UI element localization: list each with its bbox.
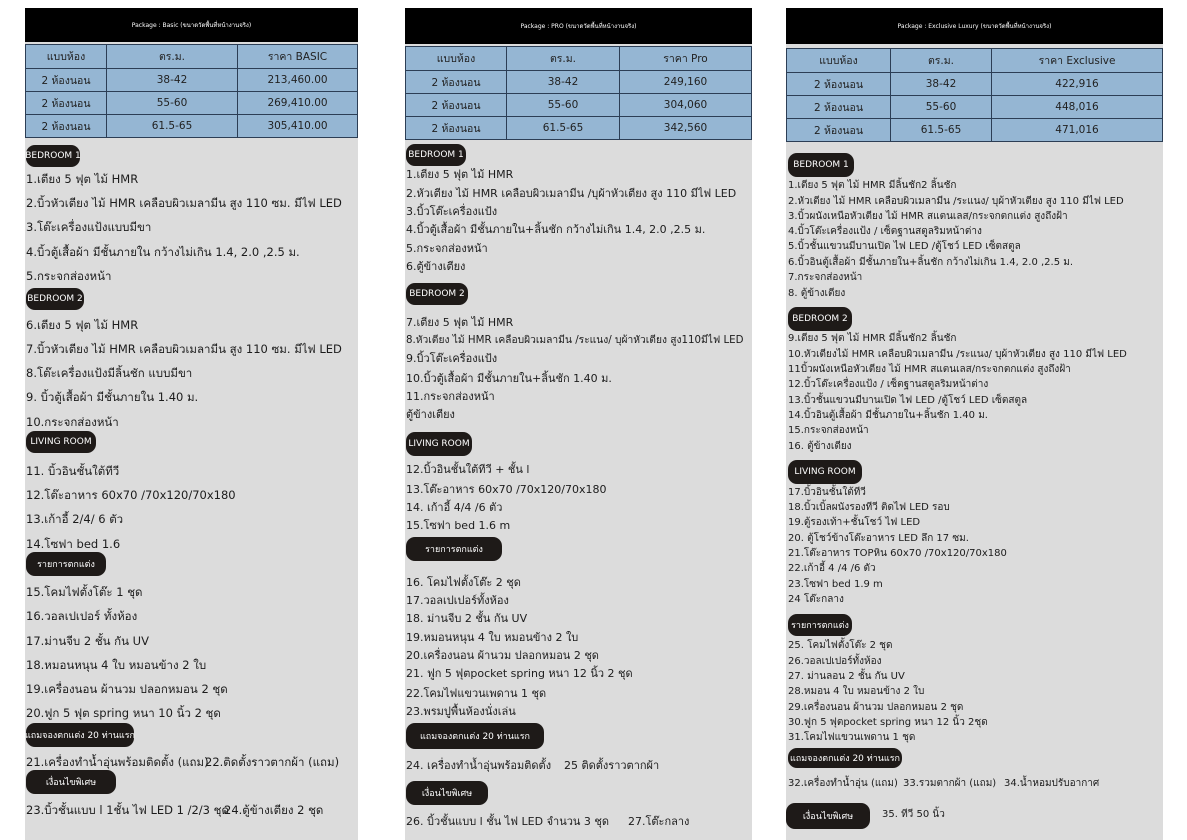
table-row [787,119,1163,142]
list-item: 18.บิ้วเบิ้ลผนังรองทีวี ติดไฟ LED รอบ [788,502,950,513]
package-basic-panel [25,8,358,840]
section-label-bedroom-2: BEDROOM 2 [406,283,468,305]
list-item: 23.พรมปูพื้นห้องนั่งเล่น [406,705,516,718]
table-cell: 249,160 [620,71,752,94]
section-label-bonus: แถมจองตกแต่ง 20 ท่านแรก [788,748,902,768]
table-cell: 213,460.00 [238,69,358,92]
table-header-price: ราคา Pro [620,47,752,71]
list-item: 23.โซฟา bed 1.9 m [788,579,883,590]
table-header-room-type: แบบห้อง [787,49,891,73]
table-cell: 2 ห้องนอน [406,117,507,140]
list-item: 29.เครื่องนอน ผ้านวม ปลอกหมอน 2 ชุด [788,702,964,713]
list-item: 8.โต๊ะเครื่องแป้งมีลิ้นชัก แบบมีขา [26,366,193,380]
list-item: 16. โคมไฟตั้งโต๊ะ 2 ชุด [406,576,521,589]
list-item: 16.วอลเปเปอร์ ทั้งห้อง [26,609,138,623]
table-header-room-type: แบบห้อง [26,45,107,69]
list-item: 34.น้ำหอมปรับอากาศ [1004,778,1100,789]
list-item: 10.หัวเตียงไม้ HMR เคลือบผิวเมลามีน /ระแนง/ บุผ้าหัวเตียง สูง 110 มีไฟ LED [788,349,1127,360]
list-item: 26.วอลเปเปอร์ทั้งห้อง [788,656,882,667]
package-title: Package : PRO (ขนาดวัดพื้นที่หน้างานจริง) [405,8,752,44]
list-item: 9. บิ้วตู้เสื้อผ้า มีชั้นภายใน 1.40 ม. [26,390,199,404]
table-cell: 448,016 [992,96,1163,119]
table-header-area: ตร.ม. [107,45,238,69]
list-item: 6.ตู้ข้างเตียง [406,260,466,273]
list-item: 2.บิ้วหัวเตียง ไม้ HMR เคลือบผิวเมลามีน สูง 110 ซม. มีไฟ LED [26,196,342,210]
table-cell: 55-60 [891,96,992,119]
list-item: 11.กระจกส่องหน้า [406,390,495,403]
list-item: 19.หมอนหนุน 4 ใบ หมอนข้าง 2 ใบ [406,631,579,644]
section-label-decoration: รายการตกแต่ง [406,537,502,561]
table-row [406,71,752,94]
list-item: 27. ม่านลอน 2 ชั้น กัน UV [788,671,905,682]
table-header-area: ตร.ม. [891,49,992,73]
package-pro-panel [405,8,752,840]
section-label-special: เงื่อนไขพิเศษ [786,803,870,829]
list-item: 14. เก้าอี้ 4/4 /6 ตัว [406,501,503,514]
list-item: 22.เก้าอี้ 4 /4 /6 ตัว [788,563,876,574]
list-item: 7.กระจกส่องหน้า [788,272,863,283]
list-item: 25 ติดตั้งราวตากผ้า [564,759,660,772]
list-item: 31.โคมไฟแขวนเพดาน 1 ชุด [788,732,916,743]
table-cell: 471,016 [992,119,1163,142]
list-item: 25. โคมไฟตั้งโต๊ะ 2 ชุด [788,640,893,651]
table-cell: 2 ห้องนอน [406,71,507,94]
list-item: 18.หมอนหนุน 4 ใบ หมอนข้าง 2 ใบ [26,658,207,672]
table-cell: 55-60 [507,94,620,117]
list-item: 21.โต๊ะอาหาร TOPหิน 60x70 /70x120/70x180 [788,548,1007,559]
list-item: 10.กระจกส่องหน้า [26,415,119,429]
list-item: 15.โคมไฟตั้งโต๊ะ 1 ชุด [26,585,143,599]
table-cell: 38-42 [891,73,992,96]
list-item: 14.บิ้วอินตู้เสื้อผ้า มีชั้นภายใน+ลิ้นชัก 1.40 ม. [788,410,988,421]
list-item: 24. เครื่องทำน้ำอุ่นพร้อมติดตั้ง [406,759,552,772]
list-item: 3.บิ้วโต๊ะเครื่องแป้ง [406,205,498,218]
list-item: 9.เตียง 5 ฟุต ไม้ HMR มีลิ้นชัก2 ลิ้นชัก [788,333,957,344]
table-cell: 2 ห้องนอน [406,94,507,117]
list-item: 17.วอลเปเปอร์ทั้งห้อง [406,594,509,607]
price-table [25,44,358,138]
list-item: 4.บิ้วโต๊ะเครื่องแป้ง / เซ็ตฐานสตูลริมหน้าต่าง [788,226,982,237]
section-label-bedroom-2: BEDROOM 2 [788,307,852,331]
table-row [26,69,358,92]
list-item: 2.หัวเตียง ไม้ HMR เคลือบผิวเมลามีน /ระแนง/ บุผ้าหัวเตียง สูง 110 มีไฟ LED [788,196,1124,207]
section-label-bedroom-2: BEDROOM 2 [26,288,84,310]
list-item: 17.บิ้วอินชั้นใต้ทีวี [788,487,866,498]
package-title: Package : Basic (ขนาดวัดพื้นที่หน้างานจริง) [25,8,358,42]
list-item: 21. ฟูก 5 ฟุตpocket spring หนา 12 นิ้ว 2 ชุด [406,667,633,680]
list-item: ตู้ข้างเตียง [406,408,455,421]
table-cell: 269,410.00 [238,92,358,115]
list-item: 11บิ้วผนังเหนือหัวเตียง ไม้ HMR สแตนเลส/กระจกตกแต่ง สูงถึงฝ้า [788,364,1071,375]
list-item: 27.โต๊ะกลาง [628,815,690,828]
table-header-room-type: แบบห้อง [406,47,507,71]
table-cell: 2 ห้องนอน [26,69,107,92]
list-item: 11. บิ้วอินชั้นใต้ทีวี [26,464,120,478]
table-cell: 38-42 [107,69,238,92]
list-item: 8. ตู้ข้างเตียง [788,288,846,299]
list-item: 1.เตียง 5 ฟุต ไม้ HMR มีลิ้นชัก2 ลิ้นชัก [788,180,957,191]
list-item: 12.บิ้วโต๊ะเครื่องแป้ง / เซ็ตฐานสตูลริมหน้าต่าง [788,379,989,390]
section-label-bedroom-1: BEDROOM 1 [406,144,466,166]
list-item: 15.โซฟา bed 1.6 m [406,519,511,532]
table-cell: 422,916 [992,73,1163,96]
package-exclusive-panel [786,8,1163,840]
price-table [405,46,752,140]
table-row [26,115,358,138]
table-row [26,92,358,115]
section-label-special: เงื่อนไขพิเศษ [26,770,116,794]
list-item: 19.ตู้รองเท้า+ชั้นโชว์ ไฟ LED [788,517,921,528]
section-label-bedroom-1: BEDROOM 1 [788,153,854,177]
section-label-bonus: แถมจองตกแต่ง 20 ท่านแรก [26,723,134,747]
list-item: 28.หมอน 4 ใบ หมอนข้าง 2 ใบ [788,686,925,697]
list-item: 6.บิ้วอินตู้เสื้อผ้า มีชั้นภายใน+ลิ้นชัก กว้างไม่เกิน 1.4, 2.0 ,2.5 ม. [788,257,1074,268]
list-item: 13.บิ้วชั้นแขวนมีบานเปิด ไฟ LED /ตู้โชว์ LED เซ็ตสตูล [788,395,1028,406]
list-item: 21.เครื่องทำน้ำอุ่นพร้อมติดตั้ง (แถม) [26,755,209,769]
list-item: 3.โต๊ะเครื่องแป้งแบบมีขา [26,220,152,234]
list-item: 10.บิ้วตู้เสื้อผ้า มีชั้นภายใน+ลิ้นชัก 1.40 ม. [406,372,612,385]
list-item: 20.ฟูก 5 ฟุต spring หนา 10 นิ้ว 2 ชุด [26,706,221,720]
list-item: 18. ม่านจีบ 2 ชั้น กัน UV [406,612,528,625]
list-item: 13.โต๊ะอาหาร 60x70 /70x120/70x180 [406,483,607,496]
table-cell: 61.5-65 [507,117,620,140]
table-cell: 2 ห้องนอน [787,73,891,96]
list-item: 22.ติดตั้งราวตากผ้า (แถม) [205,755,340,769]
table-header-area: ตร.ม. [507,47,620,71]
section-label-bedroom-1: BEDROOM 1 [26,145,80,167]
list-item: 14.โซฟา bed 1.6 [26,537,121,551]
table-cell: 38-42 [507,71,620,94]
table-row [787,96,1163,119]
list-item: 17.ม่านจีบ 2 ชั้น กัน UV [26,634,149,648]
list-item: 3.บิ้วผนังเหนือหัวเตียง ไม้ HMR สแตนเลส/กระจกตกแต่ง สูงถึงฝ้า [788,211,1068,222]
table-cell: 304,060 [620,94,752,117]
list-item: 5.กระจกส่องหน้า [406,242,488,255]
list-item: 32.เครื่องทำน้ำอุ่น (แถม) [788,778,898,789]
table-cell: 61.5-65 [107,115,238,138]
list-item: 9.บิ้วโต๊ะเครื่องแป้ง [406,352,498,365]
price-table [786,48,1163,142]
table-row [406,117,752,140]
list-item: 4.บิ้วตู้เสื้อผ้า มีชั้นภายใน กว้างไม่เกิน 1.4, 2.0 ,2.5 ม. [26,245,300,259]
list-item: 4.บิ้วตู้เสื้อผ้า มีชั้นภายใน+ลิ้นชัก กว้างไม่เกิน 1.4, 2.0 ,2.5 ม. [406,223,706,236]
list-item: 22.โคมไฟแขวนเพดาน 1 ชุด [406,687,547,700]
list-item: 24.ตู้ข้างเตียง 2 ชุด [224,803,324,817]
section-label-living-room: LIVING ROOM [26,431,96,453]
section-label-decoration: รายการตกแต่ง [788,614,852,636]
section-label-decoration: รายการตกแต่ง [26,552,106,576]
list-item: 19.เครื่องนอน ผ้านวม ปลอกหมอน 2 ชุด [26,682,228,696]
table-cell: 2 ห้องนอน [26,92,107,115]
section-label-special: เงื่อนไขพิเศษ [406,781,488,805]
list-item: 23.บิ้วชั้นแบบ l 1ชั้น ไฟ LED 1 /2/3 ชุด [26,803,229,817]
list-item: 7.บิ้วหัวเตียง ไม้ HMR เคลือบผิวเมลามีน สูง 110 ซม. มีไฟ LED [26,342,342,356]
list-item: 1.เตียง 5 ฟุต ไม้ HMR [406,168,514,181]
list-item: 16. ตู้ข้างเตียง [788,441,852,452]
list-item: 8.หัวเตียง ไม้ HMR เคลือบผิวเมลามีน /ระแนง/ บุผ้าหัวเตียง สูง110มีไฟ LED [406,334,744,346]
package-title: Package : Exclusive Luxury (ขนาดวัดพื้นที่หน้างานจริง) [786,8,1163,44]
table-cell: 2 ห้องนอน [26,115,107,138]
table-cell: 61.5-65 [891,119,992,142]
list-item: 5.บิ้วชั้นแขวนมีบานเปิด ไฟ LED /ตู้โชว์ LED เซ็ตสตูล [788,241,1021,252]
list-item: 33.รวมตากผ้า (แถม) [903,778,997,789]
list-item: 2.หัวเตียง ไม้ HMR เคลือบผิวเมลามีน /บุผ้าหัวเตียง สูง 110 มีไฟ LED [406,187,737,200]
list-item: 13.เก้าอี้ 2/4/ 6 ตัว [26,512,124,526]
list-item: 30.ฟูก 5 ฟุตpocket spring หนา 12 นิ้ว 2ชุด [788,717,988,728]
table-cell: 2 ห้องนอน [787,119,891,142]
list-item: 35. ทีวี 50 นิ้ว [882,809,945,820]
list-item: 26. บิ้วชั้นแบบ l ชั้น ไฟ LED จำนวน 3 ชุด [406,815,610,828]
table-cell: 55-60 [107,92,238,115]
table-header-price: ราคา BASIC [238,45,358,69]
table-cell: 2 ห้องนอน [787,96,891,119]
list-item: 24 โต๊ะกลาง [788,594,844,605]
table-header-price: ราคา Exclusive [992,49,1163,73]
list-item: 7.เตียง 5 ฟุต ไม้ HMR [406,316,514,329]
list-item: 12.บิ้วอินชั้นใต้ทีวี + ชั้น l [406,463,530,476]
section-label-living-room: LIVING ROOM [406,432,472,456]
table-row [787,73,1163,96]
list-item: 5.กระจกส่องหน้า [26,269,112,283]
list-item: 20. ตู้โชว์ข้างโต๊ะอาหาร LED ลึก 17 ซม. [788,533,969,544]
table-row [406,94,752,117]
table-cell: 305,410.00 [238,115,358,138]
list-item: 12.โต๊ะอาหาร 60x70 /70x120/70x180 [26,488,236,502]
list-item: 1.เตียง 5 ฟุต ไม้ HMR [26,172,139,186]
section-label-bonus: แถมจองตกแต่ง 20 ท่านแรก [406,723,544,749]
section-label-living-room: LIVING ROOM [788,460,862,484]
list-item: 20.เครื่องนอน ผ้านวม ปลอกหมอน 2 ชุด [406,649,599,662]
table-cell: 342,560 [620,117,752,140]
list-item: 6.เตียง 5 ฟุต ไม้ HMR [26,318,139,332]
list-item: 15.กระจกส่องหน้า [788,425,869,436]
